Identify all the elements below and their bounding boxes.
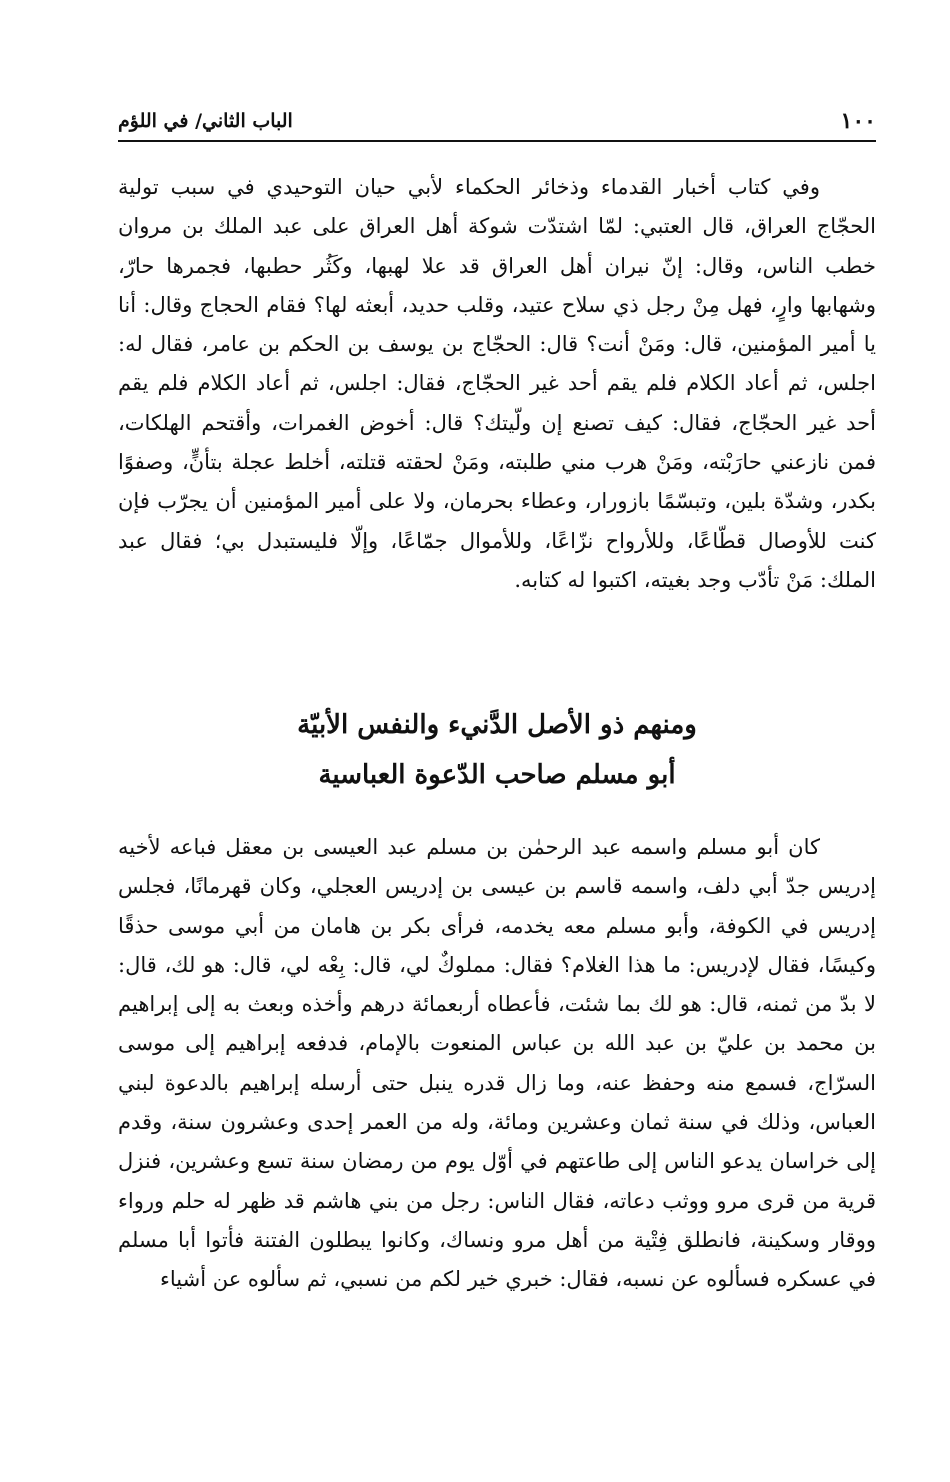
body-paragraph: كان أبو مسلم واسمه عبد الرحمٰن بن مسلم عبد العيسى بن معقل فباعه لأخيه إدريس جدّ أبي دلف، واسمه قاسم بن عيسى بن إدريس العجلي، وكان قهرمانًا، فجلس إدريس في الكوفة، وأبو مسلم معه يخدمه، فرأى بكر بن هامان من أبي موسى حذقًا وكيسًا، فقال لإدريس: ما هذا الغلام؟ فقال: مملوكٌ لي، قال: بِعْه لي، قال: هو لك، قال: لا بدّ من ثمنه، قال: هو لك بما شئت، فأعطاه أربعمائة درهم وأخذه وبعث به إلى إبراهيم بن محمد بن عليّ بن عبد الله بن عباس المنعوت بالإمام، فدفعه إبراهيم إلى موسى السرّاج، فسمع منه وحفظ عنه، وما زال قدره ينبل حتى أرسله إبراهيم بالدعوة لبني العباس، وذلك في سنة ثمان وعشرين ومائة، وله من العمر إحدى وعشرون سنة، وقدم إلى خراسان يدعو الناس إلى طاعتهم في أوّل يوم من رمضان سنة تسع وعشرين، فنزل قرية من قرى مرو ووثب دعاته، فقال الناس: رجل من بني هاشم قد ظهر له حلم ورواء ووقار وسكينة، فانطلق فِتْية من أهل مرو ونساك، وكانوا يبطلون الفتنة فأتوا أبا مسلم في عسكره فسألوه عن نسبه، فقال: خبري خير لكم من نسبي، ثم سألوه عن أشياء bbox=[118, 835, 876, 1292]
section-heading-line-2: أبو مسلم صاحب الدّعوة العباسية bbox=[318, 760, 676, 790]
paragraph-block-1 bbox=[118, 168, 876, 600]
section-heading-line-1: ومنهم ذو الأصل الدَّنيء والنفس الأبيّة bbox=[297, 710, 697, 740]
chapter-title: الباب الثاني/ في اللؤم bbox=[118, 110, 293, 132]
paragraph-block-2 bbox=[118, 828, 876, 1300]
body-paragraph: وفي كتاب أخبار القدماء وذخائر الحكماء لأبي حيان التوحيدي في سبب تولية الحجّاج العراق، قال العتبي: لمّا اشتدّت شوكة أهل العراق على عبد الملك بن مروان خطب الناس، وقال: إنّ نيران أهل العراق قد علا لهبها، وكَثُر حطبها، فجمرها حارّ، وشهابها وارٍ، فهل مِنْ رجل ذي سلاح عتيد، وقلب حديد، أبعثه لها؟ فقام الحجاج وقال: أنا يا أمير المؤمنين، قال: ومَنْ أنت؟ قال: الحجّاج بن يوسف بن الحكم بن عامر، فقال له: اجلس، ثم أعاد الكلام فلم يقم أحد غير الحجّاج، فقال: اجلس، ثم أعاد الكلام فلم يقم أحد غير الحجّاج، فقال: كيف تصنع إن ولّيتك؟ قال: أخوض الغمرات، وأقتحم الهلكات، فمن نازعني حارَبْته، ومَنْ هرب مني طلبته، ومَنْ لحقته قتلته، أخلط عجلة بتأنٍّ، وصفوًا بكدر، وشدّة بلين، وتبسّمًا بازورار، وعطاء بحرمان، ولا على أمير المؤمنين أن يجرّب فإن كنت للأوصال قطّاعًا، وللأرواح نزّاعًا، وللأموال جمّاعًا، وإلّا فليستبدل بي؛ فقال عبد الملك: مَنْ تأدّب وجد بغيته، اكتبوا له كتابه. bbox=[118, 175, 877, 592]
section-heading bbox=[118, 700, 876, 800]
page-number: ١٠٠ bbox=[840, 108, 876, 134]
running-header bbox=[118, 100, 876, 142]
